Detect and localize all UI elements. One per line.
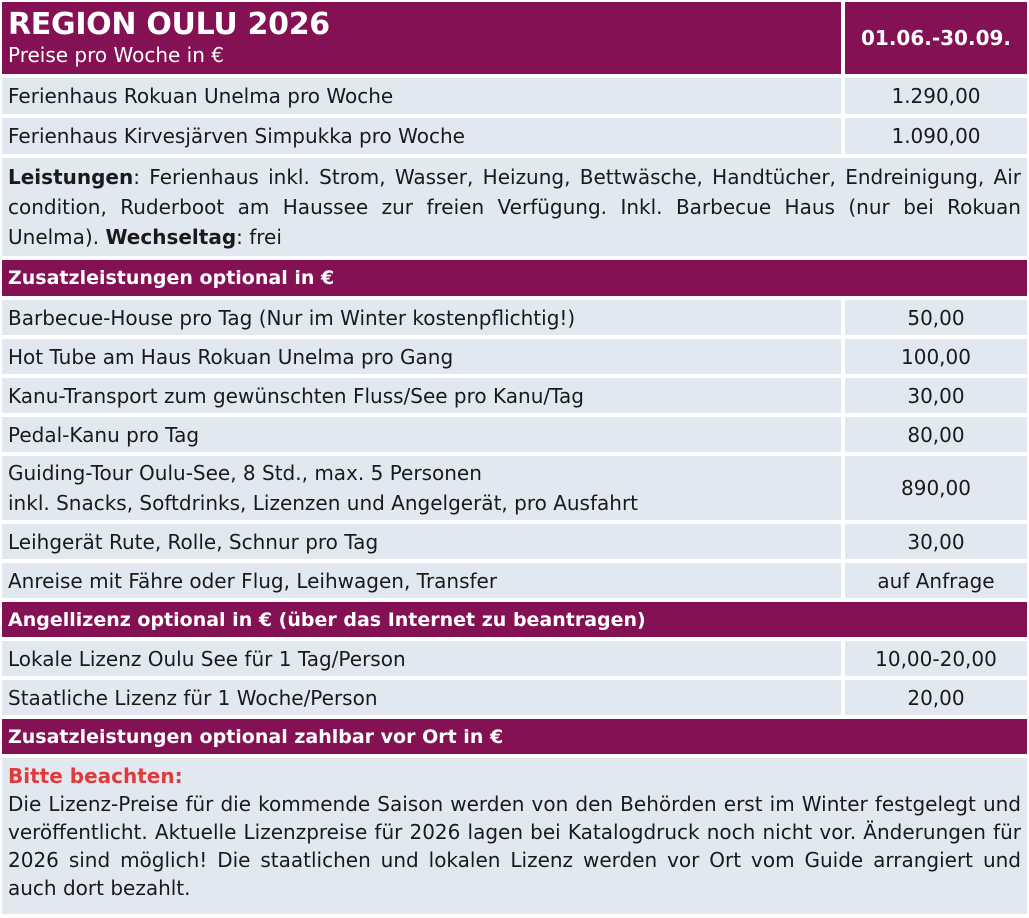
row-price: auf Anfrage: [845, 563, 1027, 598]
table-row: [2, 378, 1027, 413]
row-label: Guiding-Tour Oulu-See, 8 Std., max. 5 Personen inkl. Snacks, Softdrinks, Lizenzen und Angelgerät, pro Ausfahrt: [2, 456, 841, 520]
header-row: [2, 2, 1027, 74]
section-header-licenses: [2, 602, 1027, 637]
note-row: [2, 758, 1027, 914]
row-price: 20,00: [845, 680, 1027, 715]
row-label: Staatliche Lizenz für 1 Woche/Person: [2, 680, 841, 715]
table-row: [2, 524, 1027, 559]
services-text: Leistungen: Ferienhaus inkl. Strom, Wasser, Heizung, Bettwäsche, Handtücher, Endreinigung, Air condition, Ruderboot am Haussee zur freien Verfügung. Inkl. Barbecue Haus (nur bei Rokuan Unelma). Wechseltag: frei: [2, 158, 1027, 256]
row-price: 30,00: [845, 524, 1027, 559]
title-cell: [2, 2, 841, 74]
row-price: 1.090,00: [845, 118, 1027, 154]
period-label: 01.06.-30.09.: [860, 26, 1012, 50]
row-price: 100,00: [845, 339, 1027, 374]
row-price: 10,00-20,00: [845, 641, 1027, 676]
note-box: [2, 758, 1027, 914]
table-row: [2, 300, 1027, 335]
services-row: [2, 158, 1027, 256]
table-row: [2, 641, 1027, 676]
row-label: Lokale Lizenz Oulu See für 1 Tag/Person: [2, 641, 841, 676]
row-price: 890,00: [845, 456, 1027, 520]
row-label: Barbecue-House pro Tag (Nur im Winter kostenpflichtig!): [2, 300, 841, 335]
row-price: 1.290,00: [845, 78, 1027, 114]
period-cell: [845, 2, 1027, 74]
row-label: Pedal-Kanu pro Tag: [2, 417, 841, 452]
row-label: Anreise mit Fähre oder Flug, Leihwagen, Transfer: [2, 563, 841, 598]
table-row: [2, 417, 1027, 452]
price-table: [2, 2, 1027, 918]
row-label: Leihgerät Rute, Rolle, Schnur pro Tag: [2, 524, 841, 559]
row-price: 80,00: [845, 417, 1027, 452]
row-price: 30,00: [845, 378, 1027, 413]
row-label: Kanu-Transport zum gewünschten Fluss/See pro Kanu/Tag: [2, 378, 841, 413]
section-heading: Zusatzleistungen optional zahlbar vor Ort in €: [2, 719, 1027, 754]
page-title: REGION OULU 2026: [8, 7, 330, 42]
row-label: Ferienhaus Rokuan Unelma pro Woche: [2, 78, 841, 114]
row-label: Ferienhaus Kirvesjärven Simpukka pro Woche: [2, 118, 841, 154]
table-row: [2, 339, 1027, 374]
note-title: Bitte beachten:: [8, 764, 183, 788]
table-row: [2, 456, 1027, 520]
table-row: [2, 78, 1027, 114]
services-label: Leistungen: [8, 165, 134, 189]
changeday-label: Wechseltag: [105, 225, 237, 249]
table-row: [2, 118, 1027, 154]
section-heading: Zusatzleistungen optional in €: [2, 260, 1027, 296]
section-header-onsite: [2, 719, 1027, 754]
row-price: 50,00: [845, 300, 1027, 335]
page-subtitle: Preise pro Woche in €: [8, 43, 224, 67]
row-label: Hot Tube am Haus Rokuan Unelma pro Gang: [2, 339, 841, 374]
table-row: [2, 680, 1027, 715]
table-row: [2, 563, 1027, 598]
section-heading: Angellizenz optional in € (über das Internet zu beantragen): [2, 602, 1027, 637]
note-text: Die Lizenz-Preise für die kommende Saison werden von den Behörden erst im Winter festgelegt und veröffentlicht. Aktuelle Lizenzpreise für 2026 lagen bei Katalogdruck noch nicht vor. Änderungen für 2026 sind möglich! Die staatlichen und lokalen Lizenz werden vor Ort vom Guide arrangiert und auch dort bezahlt.: [8, 792, 1021, 900]
section-header-extras: [2, 260, 1027, 296]
